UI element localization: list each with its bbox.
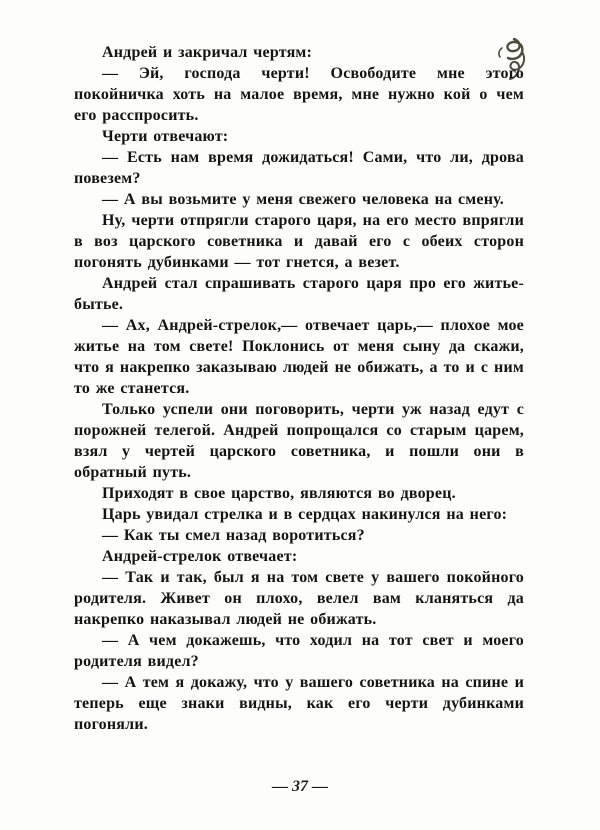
paragraph: — Как ты смел назад воротиться?: [102, 527, 365, 544]
paragraph: — Эй, господа черти! Освободите мне этого покойничка хоть на малое время, мне нужно кой о чем его расспросить.: [74, 65, 524, 124]
paragraph: — Есть нам время дожидаться! Сами, что ли, дрова повезем?: [74, 149, 524, 187]
paragraph: Ну, черти отпрягли старого царя, на его место впрягли в воз царского советника и давай его с обеих сторон погонять дубинками — тот гнется, а везет.: [74, 212, 524, 271]
paragraph: — А чем докажешь, что ходил на тот свет и моего родителя видел?: [74, 632, 524, 670]
paragraph: — А тем я докажу, что у вашего советника на спине и теперь еще знаки видны, как его черти дубинками погоняли.: [74, 674, 524, 733]
paragraph: Черти отвечают:: [102, 128, 229, 145]
paragraph: — Так и так, был я на том свете у вашего покойного родителя. Живет он плохо, велел вам кланяться да накрепко наказывал людей не обижать.: [74, 569, 524, 628]
paragraph: Только успели они поговорить, черти уж назад едут с порожней телегой. Андрей попрощался со старым царем, взял у чертей царского советника, и пошли они в обратный путь.: [74, 401, 524, 481]
paragraph: Андрей стал спрашивать старого царя про его житье-бытье.: [74, 275, 524, 313]
paragraph: Царь увидал стрелка и в сердцах накинулся на него:: [102, 506, 508, 523]
page-number: — 37 —: [272, 778, 328, 795]
paragraph: — Ах, Андрей-стрелок,— отвечает царь,— плохое мое житье на том свете! Поклонись от меня сыну да скажи, что я накрепко заказываю людей не обижать, а то и с ним то же станется.: [74, 317, 524, 397]
body-text: [74, 42, 524, 735]
paragraph: Приходят в свое царство, являются во дворец.: [102, 485, 456, 502]
paragraph: — А вы возьмите у меня свежего человека на смену.: [102, 191, 504, 208]
paragraph: Андрей-стрелок отвечает:: [102, 548, 298, 565]
paragraph: Андрей и закричал чертям:: [102, 44, 313, 61]
